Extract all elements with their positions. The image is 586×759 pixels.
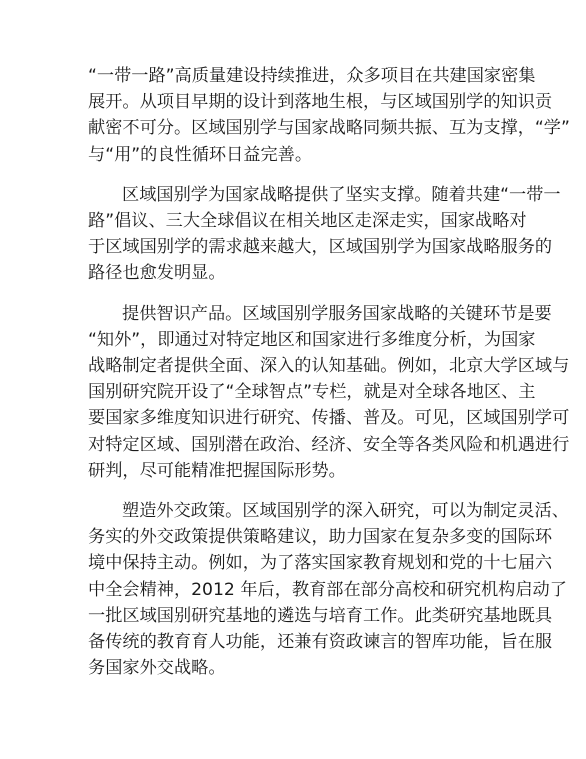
- text-line: 一批区域国别研究基地的遴选与培育工作。此类研究基地既具: [88, 605, 553, 626]
- text-line: 中全会精神，2012 年后，教育部在部分高校和研究机构启动了: [88, 579, 567, 600]
- text-line: 研判，尽可能精准把握国际形势。: [88, 460, 346, 481]
- text-line: 对特定区域、国别潜在政治、经济、安全等各类风险和机遇进行: [88, 434, 570, 455]
- text-line: 备传统的教育育人功能，还兼有资政谏言的智库功能，旨在服: [88, 632, 553, 653]
- text-line: “知外”，即通过对特定地区和国家进行多维度分析，为国家: [88, 329, 536, 350]
- text-line: 区域国别学为国家战略提供了坚实支撑。随着共建“一带一: [122, 184, 561, 205]
- text-line: 展开。从项目早期的设计到落地生根，与区域国别学的知识贡: [88, 92, 553, 113]
- text-line: 战略制定者提供全面、深入的认知基础。例如，北京大学区域与: [88, 356, 570, 377]
- text-line: 国别研究院开设了“全球智点”专栏，就是对全球各地区、主: [88, 382, 536, 403]
- text-line: 路”倡议、三大全球倡议在相关地区走深走实，国家战略对: [88, 211, 527, 232]
- paragraph-knowledge-products: [88, 301, 570, 484]
- text-line: 与“用”的良性循环日益完善。: [88, 144, 313, 165]
- text-line: 路径也愈发明显。: [88, 263, 226, 284]
- text-line: 献密不可分。区域国别学与国家战略同频共振、互为支撑，“学”: [88, 118, 570, 139]
- text-line: 要国家多维度知识进行研究、传播、普及。可见，区域国别学可: [88, 408, 570, 429]
- article-body: [88, 63, 570, 695]
- text-line: 务国家外交战略。: [88, 658, 226, 679]
- text-line: 境中保持主动。例如，为了落实国家教育规划和党的十七届六: [88, 553, 553, 574]
- text-line: 务实的外交政策提供策略建议，助力国家在复杂多变的国际环: [88, 527, 553, 548]
- text-line: 于区域国别学的需求越来越大，区域国别学为国家战略服务的: [88, 237, 553, 258]
- paragraph-foreign-policy: [88, 498, 569, 681]
- text-line: 塑造外交政策。区域国别学的深入研究，可以为制定灵活、: [122, 501, 569, 522]
- text-line: 提供智识产品。区域国别学服务国家战略的关键环节是要: [122, 303, 552, 324]
- paragraph-belt-and-road: [88, 63, 570, 168]
- paragraph-strategic-support: [88, 182, 561, 287]
- text-line: “一带一路”高质量建设持续推进，众多项目在共建国家密集: [88, 66, 536, 86]
